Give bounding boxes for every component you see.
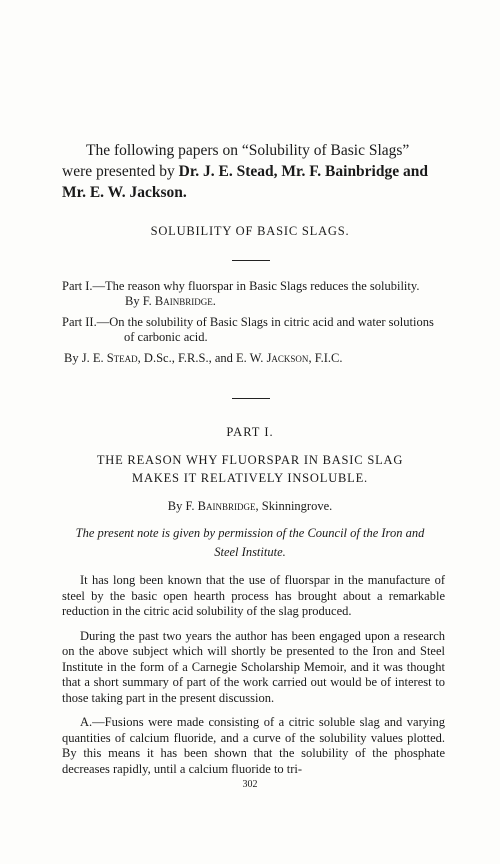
part-2-author-stead: Stead (106, 351, 138, 365)
part-1-author (62, 294, 446, 309)
part-2-entry (62, 315, 446, 345)
body-paragraph-3: A.—Fusions were made consisting of a citric soluble slag and varying quantities of calcium fluoride, and a curve of the solubility values plotted. By this means it has been shown that the solubility of the phosphate decreases rapidly, until a calcium fluoride to tri- (62, 715, 445, 776)
part-2-by-suffix: , F.I.C. (308, 351, 343, 365)
intro-authors-1: Dr. J. E. Stead, Mr. F. Bainbridge and (178, 163, 428, 180)
byline-name: Bainbridge (197, 499, 256, 513)
permission-note: The present note is given by permission of the Council of the Iron and Steel Institute. (75, 526, 425, 559)
section-byline (0, 499, 500, 514)
body-text (62, 573, 445, 786)
paper-title: SOLUBILITY OF BASIC SLAGS. (150, 224, 350, 238)
intro-line-2 (62, 161, 442, 182)
section-heading-line-2: MAKES IT RELATIVELY INSOLUBLE. (132, 471, 368, 485)
byline-suffix: , Skinningrove. (255, 499, 333, 513)
part-1-entry (62, 279, 446, 294)
section-heading-line-1: THE REASON WHY FLUORSPAR IN BASIC SLAG (96, 453, 404, 467)
page-number: 302 (242, 779, 258, 790)
intro-paragraph (62, 140, 442, 203)
body-paragraph-2: During the past two years the author has been engaged upon a research on the above subject which will shortly be presented to the Iron and Steel Institute in the form of a Carnegie Scholarship Memoir, and it was thought that a short summary of part of the work carried out would be of interest to those taking part in the present discussion. (62, 628, 445, 705)
intro-line-2-prefix: were presented by (62, 163, 179, 180)
part-1-text: Part I.—The reason why fluorspar in Basic Slags reduces the solubility. (62, 279, 420, 293)
part-2-author-jackson: Jackson (266, 351, 309, 365)
part-2-authors (62, 351, 446, 366)
part-2-by-mid: , D.Sc., F.R.S., and E. W. (137, 351, 267, 365)
section-heading (80, 451, 420, 487)
divider-rule (232, 260, 270, 261)
part-1-by-name: Bainbridge. (154, 294, 216, 308)
section-label: PART I. (226, 425, 274, 439)
intro-line-3 (62, 182, 442, 203)
intro-authors-2: Mr. E. W. Jackson. (62, 184, 187, 201)
parts-list (62, 279, 446, 372)
divider-rule (232, 398, 270, 399)
part-2-text: Part II.—On the solubility of Basic Slags in citric acid and water solutions of carbonic acid. (62, 315, 434, 344)
byline-prefix: By F. (167, 499, 198, 513)
part-2-by-prefix: By J. E. (64, 351, 107, 365)
intro-line-1: The following papers on “Solubility of Basic Slags” (86, 142, 410, 159)
body-paragraph-1: It has long been known that the use of fluorspar in the manufacture of steel by the basic open hearth process has brought about a remarkable reduction in the citric acid solubility of the slag produced. (62, 573, 445, 618)
part-1-by-prefix: By F. (125, 294, 155, 308)
